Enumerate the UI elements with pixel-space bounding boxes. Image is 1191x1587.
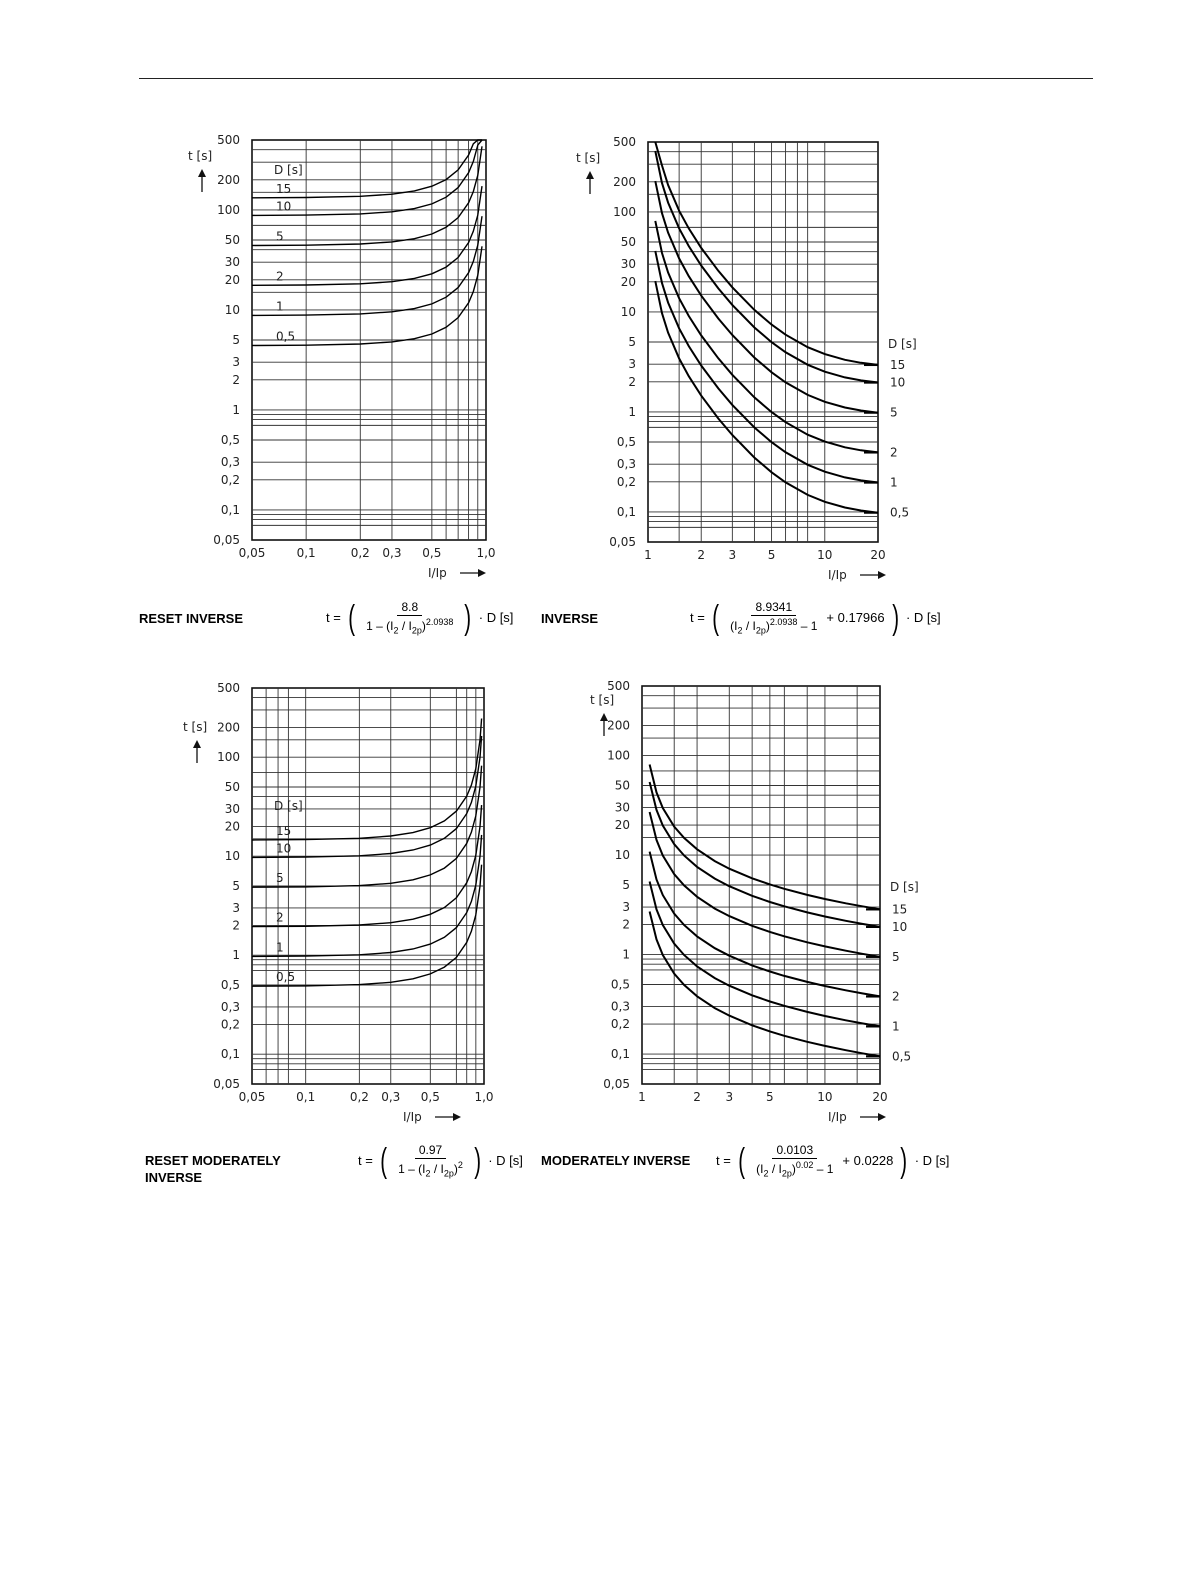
curve-label: 1 — [890, 475, 898, 490]
moderately-inverse-name: MODERATELY INVERSE — [541, 1153, 691, 1168]
y-tick-label: 1 — [622, 947, 630, 962]
y-tick-label: 0,2 — [616, 474, 636, 489]
x-tick-label: 3 — [728, 548, 737, 562]
x-tick-label: 1,0 — [474, 1090, 494, 1104]
y-tick-label: 0,1 — [220, 1047, 240, 1062]
y-tick-label: 500 — [217, 681, 240, 695]
curve-label: 1 — [276, 940, 284, 955]
y-tick-label: 200 — [217, 720, 240, 735]
y-tick-label: 5 — [622, 878, 630, 892]
x-tick-label: 5 — [767, 548, 776, 562]
curve-label: 5 — [276, 871, 284, 886]
curve-label: 15 — [892, 902, 908, 917]
x-tick-label: 20 — [870, 548, 886, 562]
y-tick-label: 2 — [628, 374, 636, 389]
curve-label: 10 — [890, 375, 906, 390]
y-tick-label: 0,2 — [220, 1017, 240, 1032]
formula-tail: · D [s] — [488, 1153, 523, 1169]
x-axis-title: I/Ip — [828, 1110, 847, 1124]
moderately-inverse-chart — [580, 678, 930, 1133]
curve-label: 2 — [276, 910, 284, 925]
x-tick-label: 1 — [638, 1090, 646, 1104]
y-tick-label: 2 — [232, 372, 240, 387]
y-tick-label: 0,5 — [220, 978, 240, 992]
x-tick-label: 1 — [644, 548, 652, 562]
x-tick-label: 0,05 — [238, 546, 266, 560]
y-tick-label: 0,05 — [603, 1077, 630, 1091]
reset-inverse-chart — [180, 130, 510, 590]
name-line-1: RESET MODERATELY — [145, 1153, 281, 1168]
formula-tail: · D [s] — [914, 1153, 950, 1169]
reset-moderately-inverse-chart — [180, 678, 510, 1128]
curve-label: 0,5 — [890, 505, 910, 520]
y-tick-label: 3 — [628, 357, 636, 372]
formula-paren-open: ( — [348, 598, 355, 637]
curve-label: 5 — [276, 229, 284, 244]
inverse-formula — [690, 600, 941, 635]
inverse-chart — [570, 130, 930, 595]
y-axis-title: t [s] — [576, 151, 601, 165]
reset-inverse-formula — [326, 600, 513, 635]
y-tick-label: 0,3 — [610, 999, 630, 1014]
y-axis-title: t [s] — [183, 720, 208, 734]
y-tick-label: 0,1 — [616, 504, 636, 519]
legend-title: D [s] — [888, 337, 917, 351]
curve-label: 0,5 — [892, 1049, 912, 1064]
x-tick-label: 0,05 — [238, 1090, 266, 1104]
y-tick-label: 50 — [614, 778, 630, 793]
x-axis-title: I/Ip — [403, 1110, 422, 1124]
x-tick-label: 1,0 — [476, 546, 496, 560]
y-tick-label: 100 — [607, 748, 630, 763]
formula-numerator: 0.0103 — [772, 1143, 817, 1159]
y-tick-label: 1 — [232, 948, 240, 963]
formula-paren-close: ) — [900, 1141, 908, 1180]
y-tick-label: 0,3 — [220, 999, 240, 1014]
curve-label: 10 — [892, 919, 908, 934]
x-tick-label: 10 — [817, 548, 833, 562]
x-axis-title: I/Ip — [828, 568, 847, 582]
y-tick-label: 30 — [224, 255, 240, 270]
x-tick-label: 5 — [766, 1090, 774, 1104]
formula-paren-close: ) — [891, 598, 899, 637]
y-tick-label: 1 — [628, 404, 636, 419]
y-tick-label: 50 — [620, 235, 636, 249]
y-tick-label: 2 — [232, 918, 240, 933]
x-tick-label: 2 — [697, 548, 706, 562]
curve-label: 5 — [892, 949, 900, 964]
x-axis-arrowhead — [878, 571, 886, 579]
x-tick-label: 0,5 — [420, 1090, 440, 1104]
formula-fraction — [726, 600, 821, 635]
formula-numerator: 8.8 — [397, 600, 422, 616]
formula-denominator: $(I_2 / I_{2p})^{2.0938} - 1$ — [730, 617, 818, 636]
y-tick-label: 200 — [613, 174, 636, 189]
formula-numerator: 0.97 — [415, 1143, 446, 1159]
x-tick-label: 0,2 — [349, 1090, 369, 1104]
x-tick-label: 3 — [725, 1090, 734, 1104]
x-axis-title: I/Ip — [428, 566, 447, 580]
curve-label: 5 — [890, 405, 898, 420]
y-tick-label: 50 — [224, 780, 240, 794]
formula-denominator: $(I_2 / I_{2p})^{0.02} - 1$ — [756, 1160, 834, 1179]
curve-label: 1 — [276, 299, 284, 314]
formula-tail: · D [s] — [905, 610, 941, 626]
curve-label: 2 — [892, 989, 900, 1004]
x-tick-label: 10 — [817, 1090, 833, 1104]
y-tick-label: 5 — [628, 335, 636, 349]
y-tick-label: 0,05 — [213, 533, 240, 547]
reset-moderately-inverse-name — [145, 1152, 281, 1186]
y-tick-label: 0,3 — [220, 455, 240, 470]
legend-title: D [s] — [274, 799, 303, 813]
y-tick-label: 10 — [224, 849, 240, 864]
formula-numerator: 8.9341 — [751, 600, 796, 616]
y-axis-title: t [s] — [188, 149, 213, 163]
x-tick-label: 0,2 — [350, 546, 370, 560]
y-tick-label: 500 — [607, 679, 630, 693]
formula-lhs: t = — [716, 1153, 731, 1169]
formula-paren-close: ) — [474, 1141, 481, 1180]
x-axis-arrowhead — [478, 569, 486, 577]
x-axis-arrowhead — [453, 1113, 461, 1121]
y-tick-label: 1 — [232, 402, 240, 417]
curve-label: 2 — [890, 445, 898, 460]
x-tick-label: 0,1 — [296, 1090, 316, 1104]
y-tick-label: 20 — [620, 274, 636, 289]
y-tick-label: 100 — [613, 204, 636, 219]
y-tick-label: 200 — [217, 172, 240, 187]
y-tick-label: 50 — [224, 233, 240, 247]
y-tick-label: 30 — [224, 801, 240, 816]
y-tick-label: 3 — [232, 355, 240, 370]
formula-denominator: $1 - (I_2 / I_{2p})^2$ — [398, 1160, 463, 1179]
formula-lhs: t = — [690, 610, 705, 626]
y-tick-label: 0,05 — [213, 1077, 240, 1091]
curve-label: 15 — [276, 823, 292, 838]
formula-lhs: t = — [326, 610, 341, 626]
y-tick-label: 20 — [224, 272, 240, 287]
y-tick-label: 200 — [607, 718, 630, 733]
y-tick-label: 0,1 — [610, 1047, 630, 1062]
y-tick-label: 0,3 — [616, 457, 636, 472]
formula-lhs: t = — [358, 1153, 373, 1169]
curve-label: 10 — [276, 841, 292, 856]
name-line-2: INVERSE — [145, 1170, 203, 1185]
y-tick-label: 0,5 — [616, 435, 636, 449]
y-tick-label: 0,2 — [610, 1017, 630, 1032]
x-axis-arrowhead — [878, 1113, 886, 1121]
formula-fraction — [362, 600, 457, 635]
legend-title: D [s] — [890, 880, 919, 894]
formula-paren-close: ) — [464, 598, 472, 637]
y-axis-arrowhead — [193, 740, 201, 748]
y-tick-label: 100 — [217, 750, 240, 765]
y-tick-label: 0,1 — [220, 502, 240, 517]
y-tick-label: 0,2 — [220, 472, 240, 487]
x-tick-label: 0,1 — [296, 546, 316, 560]
formula-denominator: $1 - (I_2 / I_{2p})^{2.0938}$ — [366, 617, 454, 636]
y-tick-label: 5 — [232, 333, 240, 347]
y-tick-label: 20 — [224, 819, 240, 834]
curve-label: 15 — [890, 357, 906, 372]
y-tick-label: 30 — [614, 800, 630, 815]
x-tick-label: 0,3 — [382, 546, 402, 560]
y-tick-label: 10 — [620, 304, 636, 319]
y-tick-label: 20 — [614, 818, 630, 833]
formula-plus: + 0.0228 — [842, 1153, 894, 1169]
formula-paren-open: ( — [712, 598, 719, 637]
formula-paren-open: ( — [738, 1141, 745, 1180]
y-axis-arrowhead — [600, 713, 608, 721]
y-tick-label: 3 — [622, 900, 630, 915]
curve-label: 10 — [276, 199, 292, 214]
y-tick-label: 10 — [224, 302, 240, 317]
y-tick-label: 0,5 — [220, 433, 240, 447]
y-axis-arrowhead — [586, 171, 594, 179]
legend-title: D [s] — [274, 163, 303, 177]
x-tick-label: 20 — [872, 1090, 888, 1104]
header-rule — [139, 78, 1093, 79]
formula-plus: + 0.17966 — [826, 610, 885, 626]
y-tick-label: 500 — [217, 133, 240, 147]
x-tick-label: 2 — [693, 1090, 701, 1104]
formula-paren-open: ( — [380, 1141, 387, 1180]
curve-label: 0,5 — [276, 329, 296, 344]
x-tick-label: 0,3 — [381, 1090, 401, 1104]
formula-fraction — [394, 1143, 467, 1178]
y-tick-label: 2 — [622, 917, 630, 932]
y-axis-arrowhead — [198, 169, 206, 177]
reset-moderately-inverse-formula — [358, 1143, 523, 1178]
inverse-name: INVERSE — [541, 611, 599, 626]
y-tick-label: 10 — [614, 848, 630, 863]
formula-fraction — [752, 1143, 837, 1178]
y-tick-label: 0,5 — [610, 977, 630, 992]
curve-label: 2 — [276, 269, 284, 284]
x-tick-label: 0,5 — [422, 546, 442, 560]
y-tick-label: 30 — [620, 257, 636, 272]
curve-label: 15 — [276, 181, 292, 196]
y-tick-label: 0,05 — [609, 535, 636, 549]
formula-tail: · D [s] — [478, 610, 514, 626]
y-tick-label: 3 — [232, 900, 240, 915]
moderately-inverse-formula — [716, 1143, 949, 1178]
y-tick-label: 500 — [613, 135, 636, 149]
reset-inverse-name: RESET INVERSE — [139, 611, 244, 626]
y-tick-label: 100 — [217, 202, 240, 217]
y-tick-label: 5 — [232, 879, 240, 893]
curve-label: 0,5 — [276, 970, 296, 985]
curve-label: 1 — [892, 1019, 900, 1034]
y-axis-title: t [s] — [590, 693, 615, 707]
